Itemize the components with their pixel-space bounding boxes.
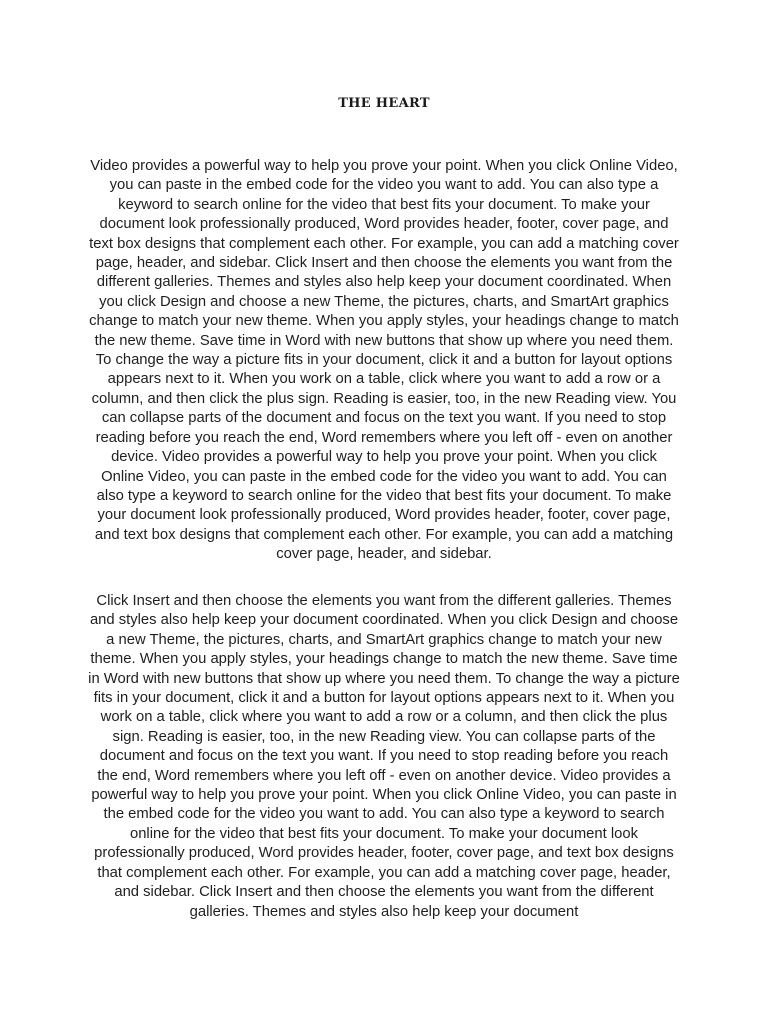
body-paragraph-1: Video provides a powerful way to help you prove your point. When you click Online Video, you can paste in the embed code for the video you want to add. You can also type a keyword to search online for the video that best fits your document. To make your document look professionally produced, Word provides header, footer, cover page, and text box designs that complement each other. For example, you can add a matching cover page, header, and sidebar. Click Insert and then choose the elements you want from the different galleries. Themes and styles also help keep your document coordinated. When you click Design and choose a new Theme, the pictures, charts, and SmartArt graphics change to match your new theme. When you apply styles, your headings change to match the new theme. Save time in Word with new buttons that show up where you need them. To change the way a picture fits in your document, click it and a button for layout options appears next to it. When you work on a table, click where you want to add a row or a column, and then click the plus sign. Reading is easier, too, in the new Reading view. You can collapse parts of the document and focus on the text you want. If you need to stop reading before you reach the end, Word remembers where you left off - even on another device. Video provides a powerful way to help you prove your point. When you click Online Video, you can paste in the embed code for the video you want to add. You can also type a keyword to search online for the video that best fits your document. To make your document look professionally produced, Word provides header, footer, cover page, and text box designs that complement each other. For example, you can add a matching cover page, header, and sidebar. <box>89 158 679 563</box>
body-paragraph-2: Click Insert and then choose the elements you want from the different galleries. Themes and styles also help keep your document coordinated. When you click Design and choose a new Theme, the pictures, charts, and SmartArt graphics change to match your new theme. When you apply styles, your headings change to match the new theme. Save time in Word with new buttons that show up where you need them. To change the way a picture fits in your document, click it and a button for layout options appears next to it. When you work on a table, click where you want to add a row or a column, and then click the plus sign. Reading is easier, too, in the new Reading view. You can collapse parts of the document and focus on the text you want. If you need to stop reading before you reach the end, Word remembers where you left off - even on another device. Video provides a powerful way to help you prove your point. When you click Online Video, you can paste in the embed code for the video you want to add. You can also type a keyword to search online for the video that best fits your document. To make your document look professionally produced, Word provides header, footer, cover page, and text box designs that complement each other. For example, you can add a matching cover page, header, and sidebar. Click Insert and then choose the elements you want from the different galleries. Themes and styles also help keep your document <box>88 593 680 920</box>
document-title: THE HEART <box>338 96 430 111</box>
